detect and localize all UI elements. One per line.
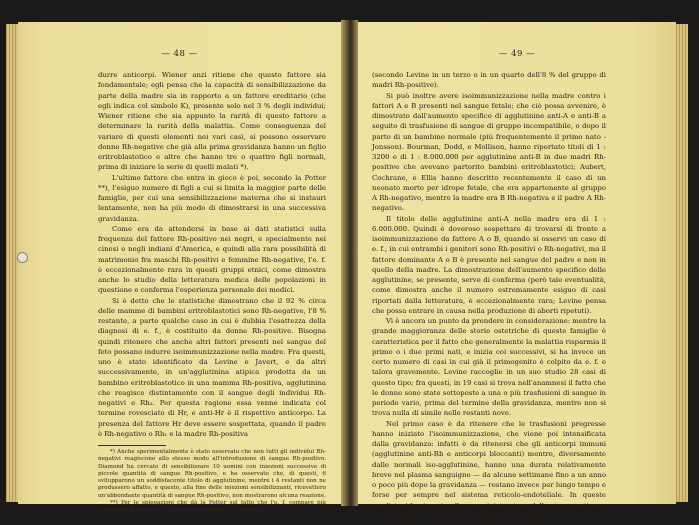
paragraph: Nel primo caso è da ritenere che le trasfusioni pregresse hanno iniziato l'isoimmunizzazione, che viene poi intensificata dalla gravidanza: infatti è da ritenersi che gli anticorpi immuni (agglutinine anti-Rh e anticorpi bloccanti) mentre, diversamente dalle normali iso-agglutinine, hanno una durata relativamente breve nel plasma sanguigno — da alcune settimane fino a un anno o poco più dopo la gravidanza — restano invece per lungo tempo e forse per sempre nel sistema reticolo-endoteliale. In queste condizioni la risposta alla somministrazione dello stesso antigene molti anni dopo, in forma di trasfusione di sangue o (372, 419, 606, 520)
page-stack-right (674, 24, 688, 502)
paragraph: durre anticorpi. Wiener anzi ritiene che questo fattore sia fondamentale; egli pensa che la capacità di sensibilizzazione da parte della madre sia in rapporto a un fattore ereditario (che egli indica col simbolo K), presente solo nel 3 % degli individui; Wiener ritiene che sia appunto la rarità di questo fattore a determinare la rarità della malattia. Come conseguenza del variare di questi elementi nei vari casi, si possono osservare donne Rh-negative che già alla prima gravidanza hanno un figlio eritroblastotico e altre che hanno tre o quattro figli normali, prima di iniziare la serie di quelli malati *). (98, 71, 326, 172)
paragraph: L'ultimo fattore che entra in gioco è poi, secondo la Potter **), l'esiguo numero di figli a cui si limita la maggior parte delle famiglie, per cui una sensibilizzazione materna che si instauri lentamente, non ha più modo di dimostrarsi in una successiva gravidanza. (98, 173, 326, 223)
paragraph: Il titolo delle agglutinine anti-A nella madre era di 1 : 6.000.000. Quindi è doveroso sospettare di trovarsi di fronte a isoimmunizzazione da fattore A o B, quando si osservi un caso di e. f., in cui entrambi i genitori sono Rh-positivi o Rh-negativi, ma il fattore dominante A o B è presente nel sangue del padre e non in quello della madre. La dimostrazione dell'aumento specifico delle agglutinine, se presente, serve di conferma (però tale eventualità, come dimostra anche il numero estremamente esiguo di casi riportati dalla letteratura, è eccezionalmente rara; Levine pensa che possa entrare in causa nella produzione di aborti ripetuti). (372, 214, 606, 315)
footnote-rule (98, 445, 166, 446)
paragraph: Si può inoltre avere isoimmunizzazione nella madre contro i fattori A e B presenti nel sangue fetale; che ciò possa avvenire, è dimostrato dall'aumento specifico di agglutinine anti-A e anti-B a seguito di trasfusione di sangue di gruppo incompatibile, o dopo il parto di un bambino normale (più frequentemente il primo nato - Jonsson). Bourman, Dodd, e Mollison, hanno riportato titoli di 1 : 3200 e di 1 : 8.000.000 per agglutinine anti-B in due madri Rh-positive che avevano partorito bambini eritroblastotici; Aubert, Cochrane, e Ellis hanno descritto recentemente il caso di un neonato morto per idrope fetale, che era appartenente al gruppo A Rh-negativo, mentre la madre era B Rh-negativa e il padre A Rh-negativo. (372, 91, 606, 213)
left-page-body (98, 70, 326, 515)
paragraph: Si è detto che le statistiche dimostrano che il 92 % circa delle mamme di bambini eritroblastotici sono Rh-negative, l'8 % restante, a parte qualche caso in cui è dubbia l'esattezza della diagnosi di e. f., è costituito da donne Rh-positive. Bisogna quindi ritenere che anche altri fattori presenti nel sangue del feto possano indurre isoimmunizzazione nella madre. Fra questi, uno è stato identificato da Levine e Javert, e da altri successivamente, in un'agglutinina atipica prodotta da un bambino eritroblastotico in una mamma Rh-positiva, agglutinina che reagisce distintamente con il sangue degli individui Rh-negativi e Rh₂. Per questa ragione essa venne indicata col termine rovesciato di Hr, e anti-Hr è il rispettivo anticorpo. La presenza del fattore Hr deve essere sospettata, quando il padre è Rh-negativo o Rh₁ e la madre Rh-positiva (98, 296, 326, 438)
footnote: **) Per le spiegazioni che dà la Potter sul fatto che l'e. f. compare più raramente di quanto ci si potrebbe attendere, v. anche oltre. (98, 500, 326, 514)
page-number: — 49 — (498, 49, 536, 59)
left-page (18, 22, 341, 514)
footnotes (98, 449, 326, 515)
pin-hole (17, 252, 28, 263)
right-page (358, 22, 676, 520)
paragraph: Vi è ancora un punto da prendere in considerazione: mentre la grande maggioranza delle storie ostetriche di queste famiglie è caratteristica per il fatto che generalmente la malattia risparmia il primo o i due primi nati, e inizia coi successivi, si ha invece un certo numero di casi in cui già il primogenito è colpito da e. f. e talora gravemente. Levine raccoglie in un suo studio 28 casi di questo tipo; fra questi, in 19 casi si trova nell'anamnesi il fatto che le donne sono state sottoposte a una o più trasfusioni di sangue in periodo vario, prima del termine della gravidanza, mentre non si trova nulla di simile nelle restanti nove. (372, 317, 606, 418)
paragraph: Come era da attendersi in base ai dati statistici sulla frequenza del fattore Rh-positivo nei negri, e specialmente nei cinesi e negli indiani d'America, e quindi alla rara possibilità di matrimonio fra maschi Rh-positivi e femmine Rh-negative, l'e. f. è eccezionalmente rara in questi gruppi etnici, come dimostra anche lo studio della letteratura medica delle popolazioni in questione e conferma l'esperienza personale dei medici. (98, 224, 326, 295)
page-number: — 48 — (161, 49, 198, 59)
paragraph: (secondo Levine in un terzo o in un quarto dell'8 % del gruppo di madri Rh-positive). (372, 71, 606, 90)
footnote: *) Anche sperimentalmente è stato osservato che non tutti gli individui Rh-negativi reagiscono allo stesso modo all'introduzione di sangue Rh-positivo. Diamond ha cercato di sensibilizzare 10 uomini con iniezioni successive di piccole quantità di sangue Rh-positivo, e ha osservato che, di questi, 6 svilupparono un soddisfacente titolo di agglutinine, mentre i 4 restanti non ne produssero affatto, e questo, alla fine delle iniezioni sensibilizzanti, ricevettero un'abbondante quantità di sangue Rh-positivo, non mostrarono alcuna reazione. (98, 449, 326, 499)
right-page-body (372, 70, 606, 521)
book-gutter (341, 20, 358, 506)
